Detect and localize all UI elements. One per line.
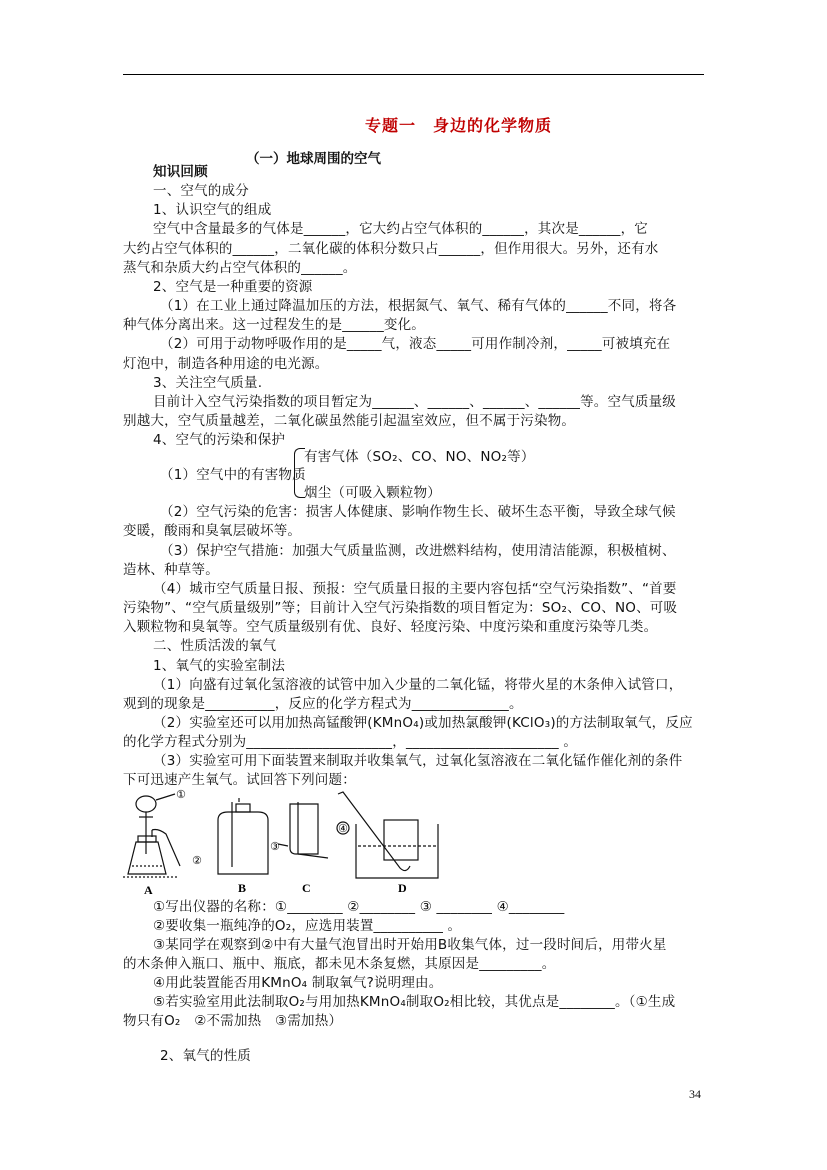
label-D: D [398, 881, 407, 895]
text-line: 种气体分离出来。这一过程发生的是______变化。 [123, 317, 425, 333]
label-B: B [238, 881, 247, 895]
text-line: （1）空气中的有害物质 [160, 467, 306, 483]
text-line: 1、认识空气的组成 [153, 202, 272, 218]
text-line: 变暖，酸雨和臭氧层破坏等。 [123, 523, 302, 539]
text-line: 目前计入空气污染指数的项目暂定为______、______、______、______等。空气质量级 [153, 394, 676, 410]
text-line: （1）向盛有过氧化氢溶液的试管中加入少量的二氧化锰，将带火星的木条伸入试管口， [153, 677, 683, 693]
text-line: 物只有O₂ ②不需加热 ③需加热） [123, 1013, 343, 1029]
apparatus-figure [118, 782, 453, 897]
text-line: 一、空气的成分 [153, 183, 249, 199]
text-line: 大约占空气体积的______，二氧化碳的体积分数只占______，但作用很大。另外，还有水 [123, 241, 659, 257]
text-line: 有害气体（SO₂、CO、NO、NO₂等） [304, 449, 535, 465]
marker-1: ① [176, 788, 186, 801]
text-line: ②要收集一瓶纯净的O₂，应选用装置__________ 。 [153, 918, 462, 934]
text-line: 的木条伸入瓶口、瓶中、瓶底，都未见木条复燃，其原因是_________。 [123, 956, 556, 972]
text-line: 烟尘（可吸入颗粒物） [304, 485, 441, 501]
label-C: C [302, 881, 311, 895]
marker-3: ③ [270, 840, 280, 853]
text-line: 蒸气和杂质大约占空气体积的______。 [123, 260, 357, 276]
text-line: ④用此装置能否用KMnO₄ 制取氧气?说明理由。 [153, 975, 443, 991]
page-title: 专题一 身边的化学物质 [365, 116, 553, 135]
marker-2: ② [192, 854, 202, 867]
text-line: 下可迅速产生氧气。试回答下列问题： [123, 772, 356, 788]
text-line: 知识回顾 [153, 164, 208, 180]
text-line: （3）实验室可用下面装置来制取并收集氧气，过氧化氢溶液在二氧化锰作催化剂的条件 [153, 753, 683, 769]
text-line: （4）城市空气质量日报、预报：空气质量日报的主要内容包括“空气污染指数”、“首要 [153, 581, 677, 597]
text-line: 2、氧气的性质 [160, 1048, 251, 1064]
text-line: ①写出仪器的名称：①________ ②________ ③ ________ ④________ [153, 899, 565, 915]
text-line: 空气中含量最多的气体是______，它大约占空气体积的______，其次是______，它 [153, 221, 648, 237]
text-line: 4、空气的污染和保护 [153, 432, 286, 448]
text-line: （2）实验室还可以用加热高锰酸钾(KMnO₄)或加热氯酸钾(KClO₃)的方法制取氧气，反应 [153, 715, 693, 731]
label-A: A [144, 883, 153, 897]
text-line: 的化学方程式分别为_____________________，______________________ 。 [123, 734, 578, 750]
text-line: 观到的现象是__________，反应的化学方程式为______________。 [123, 696, 523, 712]
text-line: 二、性质活泼的氧气 [153, 638, 277, 654]
header-rule [123, 74, 704, 75]
section-title: （一）地球周围的空气 [246, 151, 381, 167]
marker-4: ④ [338, 822, 348, 835]
text-line: ⑤若实验室用此法制取O₂与用加热KMnO₄制取O₂相比较，其优点是________。（①生成 [153, 994, 676, 1010]
text-line: 2、空气是一种重要的资源 [153, 279, 313, 295]
text-line: 入颗粒物和臭氧等。空气质量级别有优、良好、轻度污染、中度污染和重度污染等几类。 [123, 619, 658, 635]
text-line: （2）空气污染的危害：损害人体健康、影响作物生长、破坏生态平衡，导致全球气候 [160, 504, 676, 520]
text-line: 造林、种草等。 [123, 562, 219, 578]
text-line: 3、关注空气质量. [153, 375, 263, 391]
text-line: 污染物”、“空气质量级别”等；目前计入空气污染指数的项目暂定为：SO₂、CO、NO、可吸 [123, 600, 678, 616]
text-line: （1）在工业上通过降温加压的方法，根据氮气、氧气、稀有气体的______不同，将各 [160, 298, 677, 314]
text-line: ③某同学在观察到②中有大量气泡冒出时开始用B收集气体，过一段时间后，用带火星 [153, 937, 667, 953]
page-number: 34 [689, 1087, 701, 1101]
text-line: 灯泡中，制造各种用途的电光源。 [123, 356, 329, 372]
text-line: 别越大，空气质量越差，二氧化碳虽然能引起温室效应，但不属于污染物。 [123, 413, 576, 429]
text-line: （3）保护空气措施：加强大气质量监测，改进燃料结构，使用清洁能源，积极植树、 [160, 543, 676, 559]
text-line: （2）可用于动物呼吸作用的是_____气，液态_____可用作制冷剂，_____可被填充在 [160, 336, 671, 352]
text-line: 1、氧气的实验室制法 [153, 658, 286, 674]
